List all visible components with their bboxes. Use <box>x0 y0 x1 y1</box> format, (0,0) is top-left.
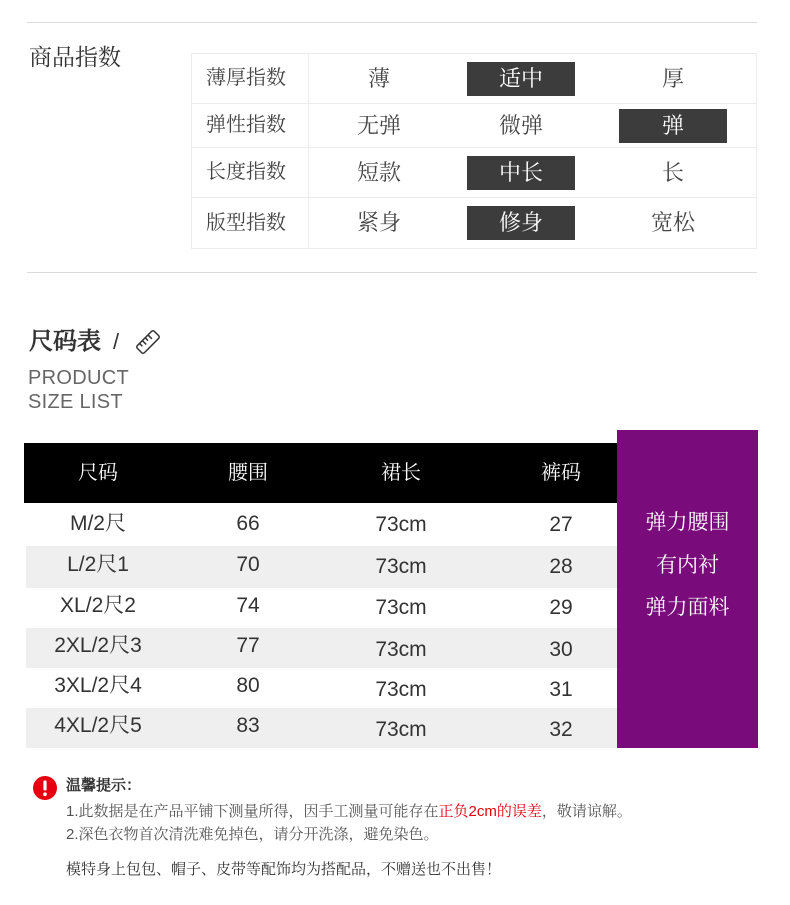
index-option: 宽松 <box>650 210 695 235</box>
table-row <box>26 628 617 668</box>
index-row-thickness <box>192 54 756 104</box>
table-row <box>26 503 617 546</box>
cell-size: M/2尺 <box>69 512 126 535</box>
header-size: 尺码 <box>78 462 118 484</box>
header-pants-size: 裤码 <box>541 462 581 484</box>
cell-waist: 74 <box>236 594 260 617</box>
cell-waist: 77 <box>236 634 260 657</box>
index-option: 适中 <box>467 62 575 96</box>
exclamation-icon <box>33 776 57 800</box>
index-label: 弹性指数 <box>206 114 286 136</box>
index-section-title: 商品指数 <box>29 44 121 70</box>
index-label: 长度指数 <box>206 161 286 183</box>
feature-item: 弹力腰围 <box>645 511 730 534</box>
cell-pants-size: 30 <box>549 638 573 661</box>
top-divider <box>27 22 757 23</box>
index-option: 微弹 <box>498 113 543 138</box>
cell-size: XL/2尺2 <box>60 594 136 617</box>
cell-skirt-length: 73cm <box>375 555 427 578</box>
index-option: 厚 <box>661 66 684 91</box>
index-row-fit <box>192 198 756 248</box>
header-waist: 腰围 <box>228 462 268 484</box>
index-label: 版型指数 <box>206 212 286 234</box>
feature-panel <box>617 430 758 748</box>
cell-waist: 70 <box>236 553 260 576</box>
cell-size: 3XL/2尺4 <box>54 674 142 697</box>
cell-skirt-length: 73cm <box>375 513 427 536</box>
notice-line-1-text: 1.此数据是在产品平铺下测量所得，因手工测量可能存在 <box>66 803 439 820</box>
notice-line-2: 2.深色衣物首次清洗难免掉色，请分开洗涤，避免染色。 <box>66 826 439 843</box>
index-option: 紧身 <box>356 210 401 235</box>
cell-pants-size: 31 <box>549 678 573 701</box>
section-divider <box>27 272 757 273</box>
cell-pants-size: 27 <box>549 513 573 536</box>
cell-waist: 83 <box>236 714 260 737</box>
header-skirt-length: 裙长 <box>381 462 421 484</box>
cell-size: L/2尺1 <box>67 553 129 576</box>
notice-line-1-end: ，敬请谅解。 <box>541 803 632 820</box>
cell-skirt-length: 73cm <box>375 678 427 701</box>
notice-line-3: 模特身上包包、帽子、皮带等配饰均为搭配品，不赠送也不出售！ <box>66 861 502 878</box>
subtitle-en-line2: SIZE LIST <box>28 391 123 413</box>
cell-size: 2XL/2尺3 <box>54 634 142 657</box>
index-table <box>191 53 757 249</box>
cell-pants-size: 28 <box>549 555 573 578</box>
cell-skirt-length: 73cm <box>375 718 427 741</box>
feature-item: 有内衬 <box>656 554 719 577</box>
index-row-elasticity <box>192 104 756 148</box>
cell-size: 4XL/2尺5 <box>54 714 142 737</box>
subtitle-en-line1: PRODUCT <box>28 367 129 389</box>
size-section-title: 尺码表 <box>29 328 101 355</box>
notice-line-1-highlight: 正负2cm的误差 <box>438 803 542 820</box>
index-option: 薄 <box>367 66 390 91</box>
cell-pants-size: 32 <box>549 718 573 741</box>
index-option: 中长 <box>467 156 575 190</box>
index-option: 短款 <box>356 160 401 185</box>
index-option: 弹 <box>619 109 727 143</box>
table-row <box>26 708 617 748</box>
table-row <box>26 546 617 588</box>
ruler-icon <box>134 328 162 356</box>
table-row <box>26 668 617 708</box>
cell-skirt-length: 73cm <box>375 638 427 661</box>
index-option: 无弹 <box>356 113 401 138</box>
index-row-length <box>192 148 756 198</box>
notice-title: 温馨提示： <box>66 777 142 794</box>
cell-skirt-length: 73cm <box>375 596 427 619</box>
feature-item: 弹力面料 <box>645 596 730 619</box>
cell-waist: 80 <box>236 674 260 697</box>
index-label: 薄厚指数 <box>206 67 286 89</box>
cell-pants-size: 29 <box>549 596 573 619</box>
title-separator: / <box>113 329 120 354</box>
index-option: 修身 <box>467 206 575 240</box>
cell-waist: 66 <box>236 512 260 535</box>
table-row <box>26 588 617 628</box>
index-option: 长 <box>661 160 684 185</box>
notice-line-1 <box>66 803 632 821</box>
